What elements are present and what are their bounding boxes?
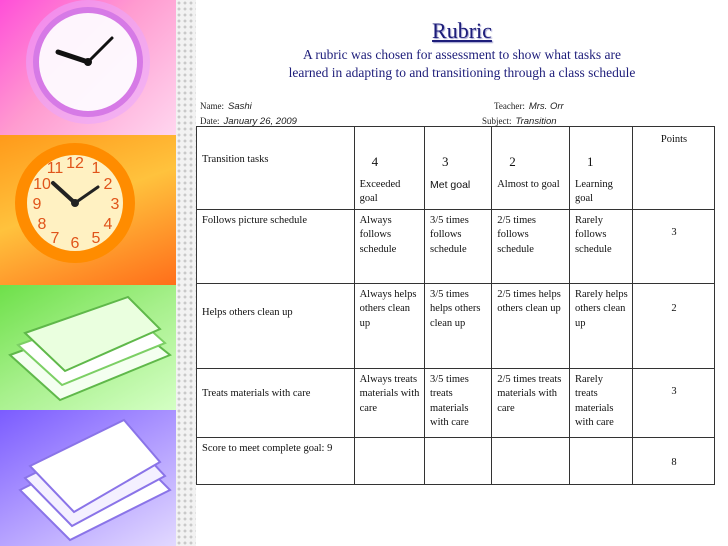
rubric-cell: 2/5 times treats materials with care — [492, 368, 570, 437]
decorative-photo-strip — [0, 0, 176, 546]
points-value: 3 — [671, 385, 677, 397]
subject-value: Transition — [515, 116, 557, 127]
task-cell — [197, 283, 355, 368]
level-number: 2 — [509, 154, 516, 169]
table-row — [197, 209, 715, 283]
level-desc: Exceeded goal — [359, 178, 401, 204]
points-cell — [633, 368, 715, 437]
name-field — [200, 101, 252, 112]
level-desc: Met goal — [429, 178, 471, 191]
points-label: Points — [660, 134, 688, 145]
subject-label: Subject: — [482, 116, 512, 126]
level-number: 4 — [371, 154, 379, 169]
svg-text:2: 2 — [103, 176, 113, 193]
footer-row — [197, 437, 715, 484]
rubric-cell: Rarely follows schedule — [569, 209, 632, 283]
empty-cell — [492, 437, 570, 484]
svg-text:3: 3 — [110, 196, 120, 213]
date-label: Date: — [200, 116, 220, 126]
rubric-cell: 2/5 times follows schedule — [492, 209, 570, 283]
footer-task-cell: Score to meet complete goal: 9 — [197, 437, 355, 484]
points-cell — [633, 209, 715, 283]
level-desc: Learning goal — [574, 178, 613, 204]
dotted-divider — [176, 0, 196, 546]
points-value: 3 — [671, 226, 677, 238]
total-points-value: 8 — [671, 456, 677, 468]
rubric-cell: Rarely helps others clean up — [569, 283, 632, 368]
table-row — [197, 283, 715, 368]
task-cell — [197, 368, 355, 437]
svg-text:9: 9 — [32, 196, 42, 213]
empty-cell — [354, 437, 424, 484]
level-number: 3 — [441, 154, 449, 169]
header-task-cell — [197, 127, 355, 210]
subtitle-line-2: learned in adapting to and transitioning through a class schedule — [288, 65, 636, 80]
empty-cell — [424, 437, 491, 484]
level-header-1 — [569, 127, 632, 210]
header-task-label: Transition tasks — [202, 154, 269, 165]
svg-text:4: 4 — [103, 216, 113, 233]
level-number: 1 — [586, 154, 594, 169]
svg-text:12: 12 — [66, 155, 84, 172]
empty-cell — [569, 437, 632, 484]
table-row — [197, 368, 715, 437]
rubric-table — [196, 126, 715, 485]
task-cell: Follows picture schedule — [197, 209, 355, 283]
rubric-cell: Always helps others clean up — [354, 283, 424, 368]
task-label: Helps others clean up — [202, 306, 293, 318]
header-row — [197, 127, 715, 210]
green-papers-photo — [0, 285, 176, 410]
purple-papers-photo — [0, 410, 176, 546]
svg-text:1: 1 — [91, 160, 101, 177]
svg-text:8: 8 — [37, 216, 47, 233]
page-title: Rubric — [432, 18, 492, 43]
points-header — [633, 127, 715, 210]
svg-text:6: 6 — [70, 235, 80, 252]
pink-clock-photo — [0, 0, 176, 135]
name-label: Name: — [200, 101, 224, 111]
task-label: Treats materials with care — [202, 387, 311, 399]
date-value: January 26, 2009 — [223, 116, 297, 127]
level-desc: Almost to goal — [497, 178, 560, 190]
total-points-cell — [633, 437, 715, 484]
rubric-cell: Always follows schedule — [354, 209, 424, 283]
points-cell — [633, 283, 715, 368]
level-header-3 — [424, 127, 491, 210]
subtitle-line-1: A rubric was chosen for assessment to show what tasks are — [303, 47, 621, 62]
teacher-label: Teacher: — [494, 101, 525, 111]
rubric-cell: Always treats materials with care — [354, 368, 424, 437]
svg-text:10: 10 — [33, 176, 51, 193]
rubric-cell: Rarely treats materials with care — [569, 368, 632, 437]
teacher-field — [494, 101, 564, 112]
orange-clock-photo — [0, 135, 176, 285]
rubric-cell: 3/5 times treats materials with care — [424, 368, 491, 437]
name-value: Sashi — [228, 101, 252, 112]
rubric-cell: 3/5 times helps others clean up — [424, 283, 491, 368]
svg-text:11: 11 — [46, 160, 64, 177]
points-value: 2 — [671, 302, 677, 314]
rubric-cell: 2/5 times helps others clean up — [492, 283, 570, 368]
svg-text:7: 7 — [50, 230, 60, 247]
level-header-2 — [492, 127, 570, 210]
rubric-cell: 3/5 times follows schedule — [424, 209, 491, 283]
page-subtitle — [196, 46, 728, 82]
level-header-4 — [354, 127, 424, 210]
svg-text:5: 5 — [91, 230, 101, 247]
teacher-value: Mrs. Orr — [528, 101, 564, 112]
